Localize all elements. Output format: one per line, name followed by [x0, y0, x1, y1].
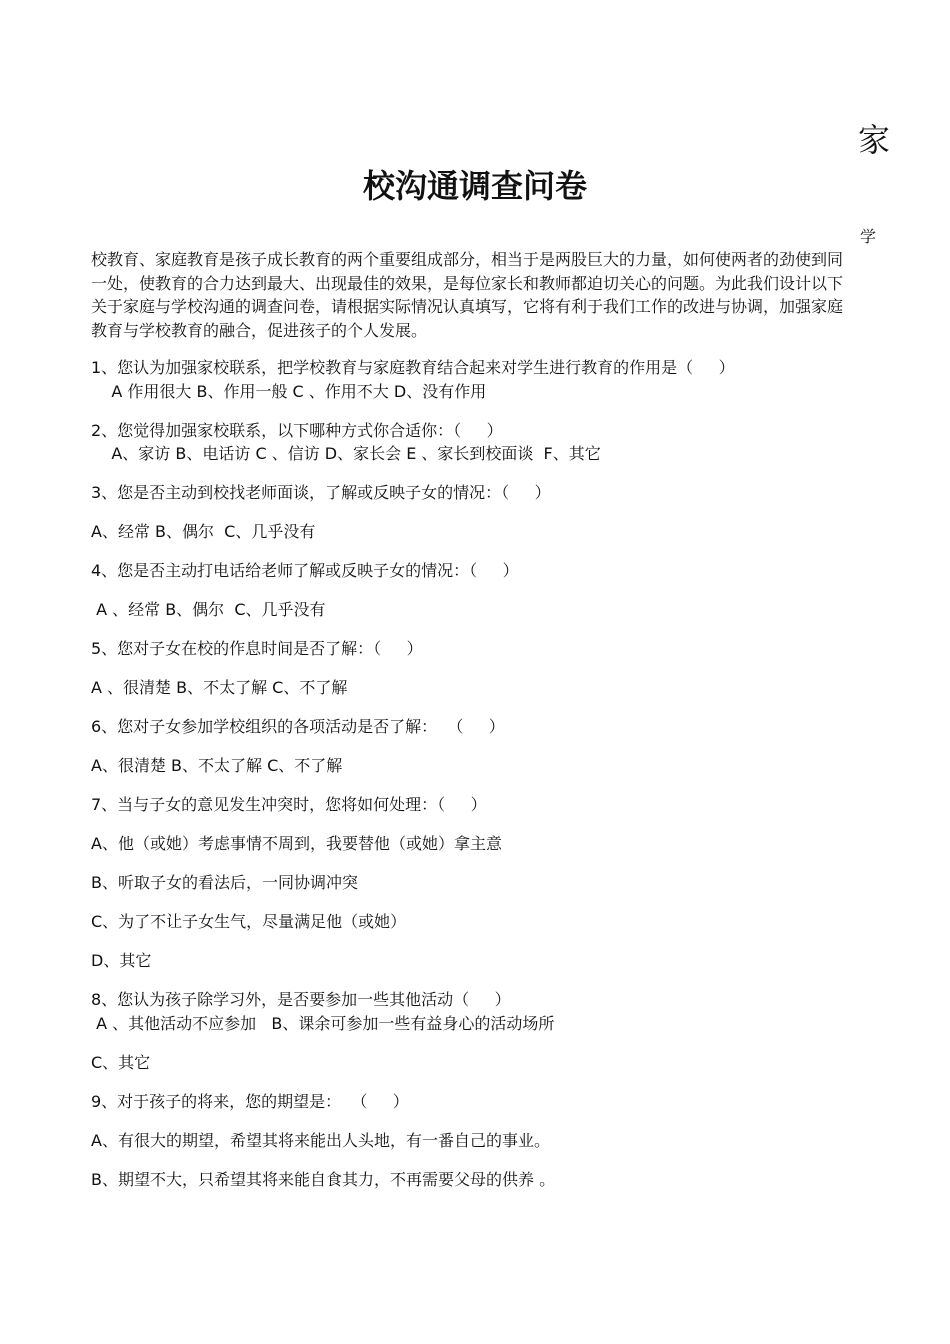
question-5-options: A 、很清楚 B、不太了解 C、不了解 [91, 678, 348, 697]
question-8-option-c: C、其它 [91, 1053, 151, 1072]
question-2-options: A、家访 B、电话访 C 、信访 D、家长会 E 、家长到校面谈 F、其它 [91, 444, 601, 463]
title-first-char: 家 [858, 121, 891, 159]
question-1-options: A 作用很大 B、作用一般 C 、作用不大 D、没有作用 [91, 382, 487, 401]
intro-first-char: 学 [860, 227, 877, 246]
page-title: 校沟通调查问卷 [362, 167, 587, 205]
question-7: 7、当与子女的意见发生冲突时，您将如何处理：（ ） [91, 795, 487, 814]
question-7-option-a: A、他（或她）考虑事情不周到，我要替他（或她）拿主意 [91, 834, 502, 853]
question-2: 2、您觉得加强家校联系，以下哪种方式你合适你：（ ） [91, 421, 503, 440]
question-1: 1、您认为加强家校联系，把学校教育与家庭教育结合起来对学生进行教育的作用是（ ） [91, 358, 735, 377]
question-8-options-ab: A 、其他活动不应参加 B、课余可参加一些有益身心的活动场所 [91, 1014, 555, 1033]
question-5: 5、您对子女在校的作息时间是否了解：（ ） [91, 639, 423, 658]
question-7-option-b: B、听取子女的看法后，一同协调冲突 [91, 873, 358, 892]
question-7-option-c: C、为了不让子女生气，尽量满足他（或她） [91, 912, 407, 931]
question-9-option-b: B、期望不大，只希望其将来能自食其力，不再需要父母的供养 。 [91, 1170, 556, 1189]
question-4-options: A 、经常 B、偶尔 C、几乎没有 [91, 600, 326, 619]
intro-paragraph: 校教育、家庭教育是孩子成长教育的两个重要组成部分，相当于是两股巨大的力量，如何使两者的劲使到同一处，使教育的合力达到最大、出现最佳的效果，是每位家长和教师都迫切关心的问题。为此我们设计以下关于家庭与学校沟通的调查问卷，请根据实际情况认真填写，它将有利于我们工作的改进与协调，加强家庭教育与学校教育的融合，促进孩子的个人发展。 [91, 250, 844, 340]
question-3-options: A、经常 B、偶尔 C、几乎没有 [91, 522, 316, 541]
question-8: 8、您认为孩子除学习外，是否要参加一些其他活动（ ） [91, 990, 511, 1009]
question-9: 9、对于孩子的将来，您的期望是： （ ） [91, 1092, 409, 1111]
question-6: 6、您对子女参加学校组织的各项活动是否了解： （ ） [91, 717, 505, 736]
question-3: 3、您是否主动到校找老师面谈，了解或反映子女的情况：（ ） [91, 483, 551, 502]
question-6-options: A、很清楚 B、不太了解 C、不了解 [91, 756, 343, 775]
question-9-option-a: A、有很大的期望，希望其将来能出人头地，有一番自己的事业。 [91, 1131, 550, 1150]
question-7-option-d: D、其它 [91, 951, 152, 970]
question-4: 4、您是否主动打电话给老师了解或反映子女的情况：（ ） [91, 561, 519, 580]
